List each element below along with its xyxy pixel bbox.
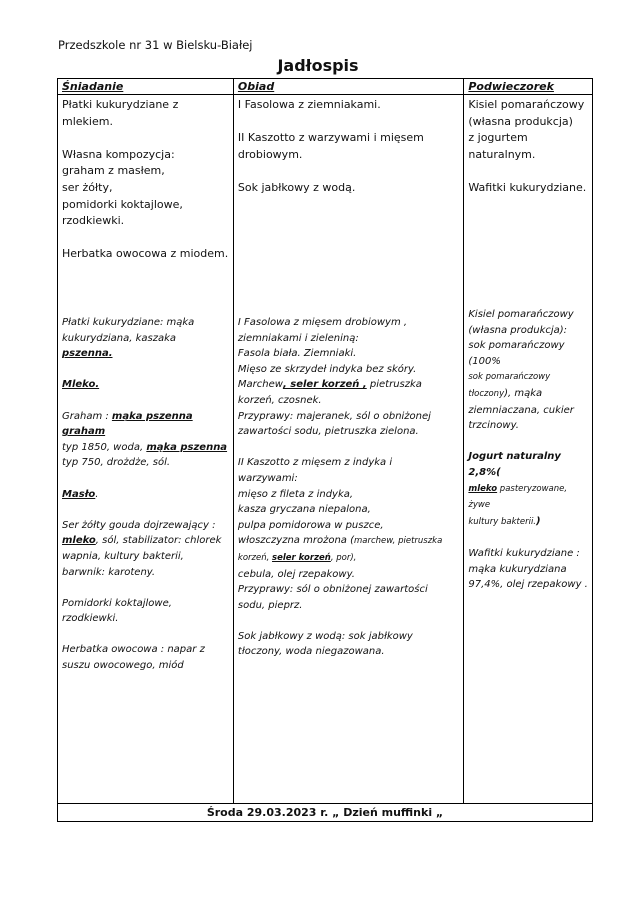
text-line: kukurydziana, kaszaka xyxy=(62,332,177,344)
text-span: ) xyxy=(536,515,541,527)
snack-ingredients xyxy=(468,307,588,593)
allergen: pszenna. xyxy=(62,348,113,360)
allergen: , seler korzeń , xyxy=(282,379,367,391)
text-line: II Kaszotto z mięsem z indyka i xyxy=(237,457,393,469)
text-line: ziemniaczana, cukier xyxy=(468,404,574,416)
text-line: drobiowym. xyxy=(237,147,303,161)
text-line: Kisiel pomarańczowy xyxy=(468,98,585,111)
header-dinner: Obiad xyxy=(233,79,463,95)
text-line: Ser żółty gouda dojrzewający : xyxy=(62,519,216,531)
text-line: (własna produkcja) xyxy=(468,114,573,128)
allergen: mleko xyxy=(468,483,498,494)
text-line: Herbatka owocowa z miodem. xyxy=(62,247,229,261)
text-span: pasteryzowane, żywe xyxy=(468,483,568,511)
text-line: z jogurtem xyxy=(468,131,528,145)
text-line: Pomidorki koktajlowe, xyxy=(62,597,172,609)
text-line: I Fasolowa z ziemniakami. xyxy=(237,98,381,111)
text-line: Herbatka owocowa : napar z xyxy=(62,644,205,656)
text-line: 97,4%, olej rzepakowy . xyxy=(468,579,588,591)
breakfast-ingredients xyxy=(62,315,229,674)
text-line: ziemniakami i zieleniną: xyxy=(237,332,359,344)
text-line: Sok jabłkowy z wodą: sok jabłkowy xyxy=(237,630,413,642)
text-line: Wafitki kukurydziane. xyxy=(468,180,587,194)
text-line: graham z masłem, xyxy=(62,164,165,178)
header-row xyxy=(58,79,593,95)
text-line: Przyprawy: sól o obniżonej zawartości xyxy=(237,584,428,596)
text-span: Marchew xyxy=(237,379,283,391)
text-line: mąka kukurydziana xyxy=(468,563,567,575)
text-span: kultury bakterii. xyxy=(468,516,537,527)
text-line: typ 750, drożdże, sól. xyxy=(62,457,171,469)
text-line: pulpa pomidorowa w puszce, xyxy=(237,519,384,531)
text-line: Własna kompozycja: xyxy=(62,147,175,161)
text-line: Fasola biała. Ziemniaki. xyxy=(237,348,357,360)
text-span: włoszczyzna mrożona ( xyxy=(237,535,354,547)
snack-menu xyxy=(468,97,588,307)
text-line: barwnik: karoteny. xyxy=(62,566,156,578)
text-line: Wafitki kukurydziane : xyxy=(468,547,580,559)
breakfast-cell xyxy=(58,95,234,804)
text-line: sok pomarańczowy (100% xyxy=(468,340,565,367)
text-line: mięso z fileta z indyka, xyxy=(237,488,354,500)
text-line: kasza gryczana niepalona, xyxy=(237,504,371,516)
allergen: mąka pszenna graham xyxy=(62,410,193,438)
text-span: tłoczony xyxy=(468,388,505,399)
content-row xyxy=(58,95,593,804)
text-line: naturalnym. xyxy=(468,147,536,161)
school-name: Przedszkole nr 31 w Bielsku-Białej xyxy=(58,38,253,52)
text-line: rzodkiewki. xyxy=(62,214,125,228)
text-span: , por), xyxy=(330,552,357,563)
text-line: korzeń, czosnek. xyxy=(237,394,322,406)
text-line: sodu, pieprz. xyxy=(237,599,303,611)
text-line: Płatki kukurydziane z xyxy=(62,98,179,111)
text-line: cebula, olej rzepakowy. xyxy=(237,568,355,580)
text-line: Przyprawy: majeranek, sól o obniżonej xyxy=(237,410,431,422)
text-line: (własna produkcja): xyxy=(468,324,568,336)
text-span: sok pomarańczowy xyxy=(468,372,551,383)
allergen: mąka pszenna xyxy=(146,441,228,453)
text-line: suszu owocowego, miód xyxy=(62,660,184,672)
header-snack: Podwieczorek xyxy=(464,79,593,95)
allergen: mleko xyxy=(62,535,96,547)
text-line: Sok jabłkowy z wodą. xyxy=(237,180,356,194)
text-line: Kisiel pomarańczowy xyxy=(468,309,574,320)
allergen: seler korzeń xyxy=(272,552,331,563)
text-line: wapnia, kultury bakterii, xyxy=(62,550,184,562)
text-line: mlekiem. xyxy=(62,114,113,128)
text-line: trzcinowy. xyxy=(468,420,519,432)
text-line: warzywami: xyxy=(237,472,298,484)
dinner-menu xyxy=(238,97,459,315)
dinner-ingredients xyxy=(238,315,459,660)
allergen: Mleko. xyxy=(62,379,100,391)
text-span: , sól, stabilizator: chlorek xyxy=(95,535,222,547)
text-line: Płatki kukurydziane: mąka xyxy=(62,317,195,328)
text-span: ), mąka xyxy=(504,387,543,399)
dinner-cell xyxy=(233,95,463,804)
text-span: marchew, pietruszka xyxy=(354,536,443,547)
text-line: pomidorki koktajlowe, xyxy=(62,197,183,211)
text-line: zawartości sodu, pietruszka zielona. xyxy=(237,426,419,438)
footer-date: Środa 29.03.2023 r. „ Dzień muffinki „ xyxy=(58,804,593,822)
text-line: I Fasolowa z mięsem drobiowym , xyxy=(237,317,408,328)
snack-cell xyxy=(464,95,593,804)
allergen: Jogurt naturalny 2,8%( xyxy=(468,451,561,478)
menu-table xyxy=(57,78,593,822)
text-span: pietruszka xyxy=(366,379,422,391)
text-span: Graham : xyxy=(62,410,112,422)
footer-row xyxy=(58,804,593,822)
header-breakfast: Śniadanie xyxy=(58,79,234,95)
text-span: . xyxy=(95,488,99,500)
text-line: Mięso ze skrzydeł indyka bez skóry. xyxy=(237,363,417,375)
page-title: Jadłospis xyxy=(277,56,359,75)
text-line: II Kaszotto z warzywami i mięsem xyxy=(237,131,424,145)
text-line: ser żółty, xyxy=(62,180,113,194)
breakfast-menu xyxy=(62,97,229,315)
allergen: Masło xyxy=(62,488,96,500)
text-span: typ 1850, woda, xyxy=(62,441,147,453)
text-span: korzeń, xyxy=(237,552,273,563)
text-line: tłoczony, woda niegazowana. xyxy=(237,646,385,658)
text-line: rzodkiewki. xyxy=(62,613,119,625)
